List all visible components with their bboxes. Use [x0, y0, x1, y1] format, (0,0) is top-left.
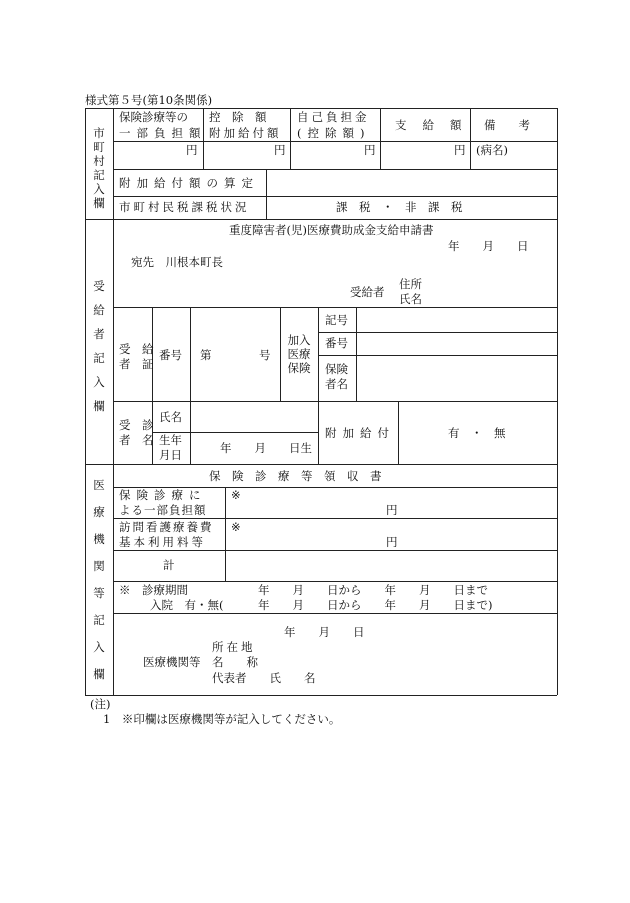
cert-go-label: 号 [259, 348, 271, 362]
birth-date-value[interactable]: 年 月 日生 [220, 441, 312, 455]
recipient-label: 受給者 [350, 285, 385, 299]
facility-label: 医療機関等 [143, 655, 201, 669]
address-label: 住所 [399, 277, 422, 291]
insurance-symbol-field[interactable] [358, 309, 555, 331]
patient-name-field[interactable] [192, 403, 316, 430]
name-label: 氏名 [399, 292, 422, 306]
insurance-number-field[interactable] [358, 334, 555, 354]
header-copay-line2: 一部負担額 [119, 126, 207, 140]
patient-label-line1: 受 診 [119, 418, 154, 432]
patient-name-label: 氏名 [159, 410, 182, 424]
municipal-side-label: 市 町 村 記 入 欄 [93, 126, 105, 210]
visit-amount[interactable]: 円 [386, 535, 398, 549]
calc-field[interactable] [268, 171, 555, 194]
inpatient-period-value[interactable]: 年 月 日から 年 月 日まで) [258, 598, 493, 612]
application-title: 重度障害者(児)医療費助成金支給申請書 [229, 223, 434, 237]
total-label: 計 [163, 558, 175, 572]
insurer-name-field[interactable] [358, 357, 555, 399]
insurer-label-line2: 者名 [325, 377, 348, 391]
treatment-period-label: ※ 診療期間 [119, 583, 188, 597]
deduct-value[interactable]: 円 [274, 143, 286, 157]
birth-label-line1: 生年 [159, 433, 182, 447]
copay-mark: ※ [231, 488, 241, 502]
remarks-value[interactable]: (病名) [476, 143, 508, 157]
copay-amount[interactable]: 円 [386, 503, 398, 517]
facility-location-label: 所在地 [212, 640, 256, 654]
insurance-symbol-label: 記号 [325, 313, 348, 327]
facility-name-label: 名 称 [212, 655, 258, 669]
visit-label-line2: 基本利用料等 [119, 535, 206, 549]
tax-value[interactable]: 課 税 ・ 非 課 税 [336, 200, 463, 214]
insurance-label: 加入 医療 保険 [287, 333, 311, 375]
facility-info-field[interactable] [300, 638, 550, 688]
tax-label: 市町村民税課税状況 [119, 200, 250, 214]
cert-dai-label: 第 [200, 348, 212, 362]
medical-side-label: 医 療 機 関 等 記 入 欄 [93, 478, 105, 681]
cert-label-line1: 受 給 [119, 342, 154, 356]
recipient-field[interactable] [430, 275, 554, 305]
copay-label-line1: 保険診療に [119, 488, 207, 502]
header-deduct-line1: 控 除 額 [209, 110, 267, 124]
treatment-period-value[interactable]: 年 月 日から 年 月 日まで [258, 583, 488, 597]
total-field[interactable] [227, 552, 555, 579]
payment-value[interactable]: 円 [454, 143, 466, 157]
cert-label-line2: 者 証 [119, 357, 154, 371]
additional-benefit-value[interactable]: 有 ・ 無 [448, 426, 506, 440]
cert-number-field[interactable] [212, 343, 256, 367]
header-self-line2: (控除額) [297, 126, 371, 140]
calc-label: 附加給付額の算定 [119, 176, 259, 190]
receipt-title: 保 険 診 療 等 領 収 書 [209, 469, 382, 483]
self-pay-value[interactable]: 円 [364, 143, 376, 157]
insurer-label-line1: 保険 [325, 362, 348, 376]
header-self-line1: 自己負担金 [297, 110, 370, 124]
note-item-1: 1 ※印欄は医療機関等が記入してください。 [103, 712, 341, 726]
visit-mark: ※ [231, 520, 241, 534]
copay-label-line2: よる一部負担額 [119, 503, 207, 517]
cert-number-label: 番号 [159, 348, 182, 362]
birth-label-line2: 月日 [159, 448, 182, 462]
copay-value[interactable]: 円 [186, 143, 198, 157]
note-label: (注) [90, 697, 111, 711]
header-payment: 支給額 [395, 118, 478, 132]
facility-date[interactable]: 年 月 日 [284, 625, 365, 639]
insurance-number-label: 番号 [325, 336, 348, 350]
facility-representative-label: 代表者 氏 名 [212, 671, 316, 685]
inpatient-label[interactable]: 入院 有・無( [150, 598, 224, 612]
addressee: 宛先 川根本町長 [131, 255, 223, 269]
header-copay-line1: 保険診療等の [119, 110, 188, 124]
form-number: 様式第５号(第10条関係) [85, 93, 213, 107]
application-date[interactable]: 年 月 日 [448, 239, 529, 253]
patient-label-line2: 者 名 [119, 433, 154, 447]
visit-label-line1: 訪問看護療養費 [119, 520, 214, 534]
header-deduct-line2: 附加給付額 [209, 126, 282, 140]
applicant-side-label: 受 給 者 記 入 欄 [93, 279, 105, 413]
additional-benefit-label: 附加給付 [325, 426, 395, 440]
header-remarks: 備 考 [484, 118, 530, 132]
